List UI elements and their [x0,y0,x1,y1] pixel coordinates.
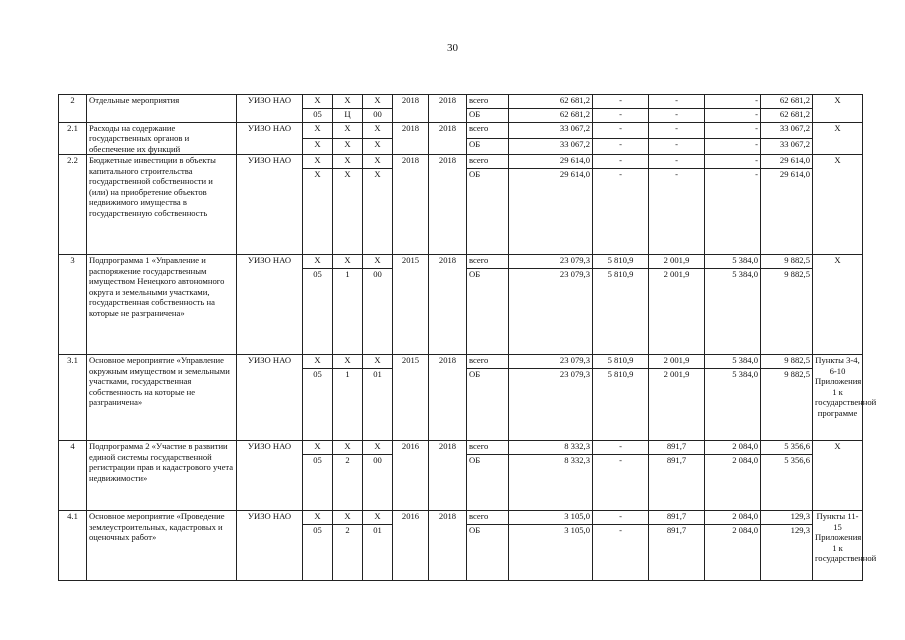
budget-code-cell: 00 [363,455,393,511]
funding-source: ОБ [467,525,509,581]
funding-source: всего [467,155,509,169]
year-amount: - [593,139,649,155]
budget-code-cell: 05 [303,269,333,355]
budget-code-cell: Х [303,123,333,139]
table-row [59,123,863,139]
budget-code-cell: Х [363,255,393,269]
budget-code-cell: 2 [333,455,363,511]
funding-source: всего [467,355,509,369]
start-year: 2016 [393,441,429,511]
year-amount: 5 384,0 [705,269,761,355]
year-amount: 62 681,2 [761,95,813,109]
year-amount: 5 810,9 [593,355,649,369]
total-amount: 62 681,2 [509,95,593,109]
year-amount: 33 067,2 [761,139,813,155]
end-year: 2018 [429,95,467,123]
start-year: 2016 [393,511,429,581]
year-amount: 5 384,0 [705,355,761,369]
year-amount: 891,7 [649,441,705,455]
row-number: 2.2 [59,155,87,255]
start-year: 2018 [393,123,429,155]
funding-source: ОБ [467,139,509,155]
year-amount: - [593,511,649,525]
end-year: 2018 [429,123,467,155]
table-row [59,255,863,269]
total-amount: 62 681,2 [509,109,593,123]
year-amount: 5 384,0 [705,369,761,441]
budget-code-cell: Х [363,95,393,109]
budget-code-cell: Х [363,123,393,139]
budget-code-cell: Х [333,255,363,269]
year-amount: 891,7 [649,455,705,511]
budget-code-cell: 01 [363,369,393,441]
year-amount: - [593,169,649,255]
budget-code-cell: 1 [333,269,363,355]
total-amount: 33 067,2 [509,123,593,139]
budget-code-cell: Х [363,355,393,369]
year-amount: 891,7 [649,511,705,525]
indicator-reference: Х [813,441,863,511]
year-amount: 9 882,5 [761,355,813,369]
funding-source: всего [467,95,509,109]
row-number: 3.1 [59,355,87,441]
table-body [59,95,877,581]
end-year: 2018 [429,155,467,255]
budget-code-cell: Х [333,511,363,525]
indicator-reference: Х [813,95,863,123]
funding-source: ОБ [467,455,509,511]
budget-code-cell: Х [303,511,333,525]
total-amount: 8 332,3 [509,441,593,455]
year-amount: - [705,169,761,255]
row-number: 4.1 [59,511,87,581]
responsible-executor: УИЗО НАО [237,511,303,581]
total-amount: 3 105,0 [509,511,593,525]
budget-code-cell: 05 [303,109,333,123]
start-year: 2018 [393,155,429,255]
budget-code-cell: Х [333,355,363,369]
end-year: 2018 [429,255,467,355]
funding-source: всего [467,255,509,269]
activity-name: Бюджетные инвестиции в объекты капитального строительства государственной собственности и (или) на приобретение объектов недвижимого имущества в государственную собственность [87,155,237,255]
year-amount: 5 356,6 [761,455,813,511]
budget-code-cell: Х [363,139,393,155]
start-year: 2015 [393,255,429,355]
year-amount: - [649,123,705,139]
indicator-reference: Х [813,155,863,255]
budget-code-cell: Х [333,169,363,255]
page-number: 30 [447,42,458,54]
budget-code-cell: Х [303,441,333,455]
year-amount: - [593,525,649,581]
year-amount: 9 882,5 [761,269,813,355]
year-amount: - [593,109,649,123]
funding-source: ОБ [467,169,509,255]
year-amount: 2 084,0 [705,455,761,511]
budget-code-cell: Х [363,511,393,525]
activity-name: Расходы на содержание государственных органов и обеспечение их функций [87,123,237,155]
indicator-reference: Х [813,255,863,355]
budget-code-cell: 05 [303,455,333,511]
budget-code-cell: Х [363,169,393,255]
year-amount: - [649,109,705,123]
funding-source: ОБ [467,109,509,123]
activity-name: Отдельные мероприятия [87,95,237,123]
budget-code-cell: Х [363,155,393,169]
year-amount: 5 356,6 [761,441,813,455]
year-amount: 29 614,0 [761,169,813,255]
budget-code-cell: Х [303,355,333,369]
activity-name: Основное мероприятие «Проведение землеустроительных, кадастровых и оценочных работ» [87,511,237,581]
funding-source: ОБ [467,369,509,441]
budget-code-cell: Х [333,155,363,169]
year-amount: 129,3 [761,511,813,525]
budget-code-cell: Х [303,255,333,269]
activity-name: Подпрограмма 1 «Управление и распоряжение государственным имуществом Ненецкого автономного округа и земельными участками, государственная собственность на которые не разграничена» [87,255,237,355]
total-amount: 3 105,0 [509,525,593,581]
budget-code-cell: 00 [363,109,393,123]
total-amount: 23 079,3 [509,269,593,355]
year-amount: - [593,155,649,169]
total-amount: 33 067,2 [509,139,593,155]
year-amount: - [705,123,761,139]
table-row [59,355,863,369]
year-amount: 5 810,9 [593,369,649,441]
budget-code-cell: Х [303,95,333,109]
budget-code-cell: Х [303,169,333,255]
year-amount: - [593,441,649,455]
year-amount: - [593,95,649,109]
end-year: 2018 [429,511,467,581]
indicator-reference: Пункты 11-15 Приложения 1 к государственной [813,511,863,581]
budget-code-cell: Х [303,139,333,155]
year-amount: 2 001,9 [649,255,705,269]
indicator-reference: Х [813,123,863,155]
funding-source: ОБ [467,269,509,355]
activity-name: Подпрограмма 2 «Участие в развитии единой системы государственной регистрации прав и кадастрового учета недвижимости» [87,441,237,511]
year-amount: 5 810,9 [593,269,649,355]
budget-code-cell: 05 [303,525,333,581]
total-amount: 23 079,3 [509,355,593,369]
budget-code-cell: Ц [333,109,363,123]
responsible-executor: УИЗО НАО [237,155,303,255]
year-amount: 2 001,9 [649,269,705,355]
budget-code-cell: Х [333,123,363,139]
budget-code-cell: Х [363,441,393,455]
budget-code-cell: 05 [303,369,333,441]
year-amount: 33 067,2 [761,123,813,139]
program-table [58,94,877,581]
year-amount: - [649,155,705,169]
responsible-executor: УИЗО НАО [237,123,303,155]
budget-code-cell: 00 [363,269,393,355]
total-amount: 23 079,3 [509,369,593,441]
year-amount: 2 084,0 [705,511,761,525]
responsible-executor: УИЗО НАО [237,441,303,511]
row-number: 3 [59,255,87,355]
end-year: 2018 [429,355,467,441]
table-row [59,155,863,169]
year-amount: - [649,95,705,109]
year-amount: 129,3 [761,525,813,581]
year-amount: 29 614,0 [761,155,813,169]
funding-source: всего [467,441,509,455]
row-number: 4 [59,441,87,511]
year-amount: - [705,139,761,155]
budget-code-cell: Х [333,95,363,109]
start-year: 2015 [393,355,429,441]
year-amount: 9 882,5 [761,255,813,269]
year-amount: 2 001,9 [649,355,705,369]
year-amount: 9 882,5 [761,369,813,441]
year-amount: 2 001,9 [649,369,705,441]
budget-code-cell: 2 [333,525,363,581]
year-amount: - [649,139,705,155]
budget-code-cell: 1 [333,369,363,441]
year-amount: 62 681,2 [761,109,813,123]
year-amount: - [705,155,761,169]
year-amount: - [705,109,761,123]
table-row [59,511,863,525]
activity-name: Основное мероприятие «Управление окружным имуществом и земельными участками, государственная собственность на которые не разграничена» [87,355,237,441]
year-amount: 891,7 [649,525,705,581]
year-amount: 2 084,0 [705,525,761,581]
responsible-executor: УИЗО НАО [237,355,303,441]
row-number: 2 [59,95,87,123]
year-amount: - [593,123,649,139]
table-row [59,95,863,109]
total-amount: 8 332,3 [509,455,593,511]
total-amount: 29 614,0 [509,169,593,255]
budget-code-cell: 01 [363,525,393,581]
end-year: 2018 [429,441,467,511]
year-amount: - [593,455,649,511]
budget-code-cell: Х [333,139,363,155]
year-amount: - [705,95,761,109]
year-amount: - [649,169,705,255]
table-row [59,441,863,455]
funding-source: всего [467,511,509,525]
budget-code-cell: Х [333,441,363,455]
year-amount: 5 810,9 [593,255,649,269]
year-amount: 5 384,0 [705,255,761,269]
responsible-executor: УИЗО НАО [237,95,303,123]
budget-code-cell: Х [303,155,333,169]
funding-source: всего [467,123,509,139]
year-amount: 2 084,0 [705,441,761,455]
row-number: 2.1 [59,123,87,155]
total-amount: 23 079,3 [509,255,593,269]
total-amount: 29 614,0 [509,155,593,169]
indicator-reference: Пункты 3-4, 6-10 Приложения 1 к государственной программе [813,355,863,441]
responsible-executor: УИЗО НАО [237,255,303,355]
start-year: 2018 [393,95,429,123]
